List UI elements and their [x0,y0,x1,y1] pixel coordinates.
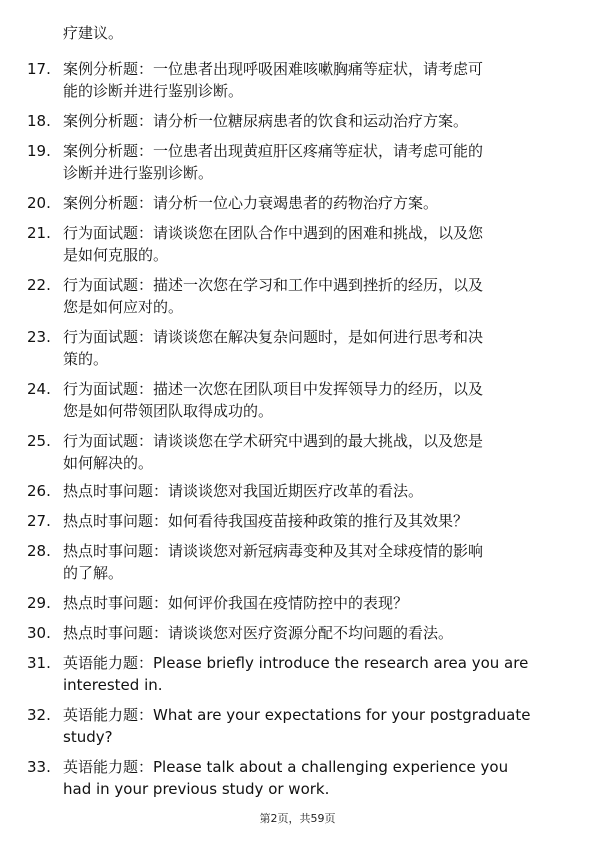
list-item [27,540,567,584]
item-text [63,652,567,696]
continuation-text: 疗建议。 [63,24,124,42]
item-text [63,480,567,502]
list-item [27,652,567,696]
item-text-line: 英语能力题：Please talk about a challenging experience you [63,758,509,776]
item-number: 20. [27,194,51,212]
item-text-line: 如何解决的。 [63,454,154,472]
item-text [63,540,567,584]
list-item [27,378,567,422]
item-text [63,140,567,184]
item-text-line: 您是如何带领团队取得成功的。 [63,402,274,420]
list-item [27,222,567,266]
item-text [63,192,567,214]
item-number: 27. [27,512,51,530]
list-item [27,110,567,132]
item-number: 32. [27,706,51,724]
item-number: 30. [27,624,51,642]
item-text-line: 热点时事问题：如何看待我国疫苗接种政策的推行及其效果？ [63,512,469,530]
item-number: 19. [27,142,51,160]
item-text-line: 热点时事问题：请谈谈您对新冠病毒变种及其对全球疫情的影响 [63,542,484,560]
item-text [63,378,567,422]
item-text-line: 热点时事问题：请谈谈您对医疗资源分配不均问题的看法。 [63,624,454,642]
item-number: 21. [27,224,51,242]
item-text [63,430,567,474]
item-text-line: 诊断并进行鉴别诊断。 [63,164,214,182]
item-text-line: 案例分析题：请分析一位心力衰竭患者的药物治疗方案。 [63,194,439,212]
item-text [63,704,567,748]
item-text-line: 案例分析题：请分析一位糖尿病患者的饮食和运动治疗方案。 [63,112,469,130]
item-text-line: 行为面试题：描述一次您在团队项目中发挥领导力的经历，以及 [63,380,484,398]
list-item [27,480,567,502]
item-number: 28. [27,542,51,560]
item-number: 24. [27,380,51,398]
item-number: 17. [27,60,51,78]
item-text-line: 英语能力题：What are your expectations for your postgraduate [63,706,531,724]
list-item [27,140,567,184]
item-text-line: 行为面试题：描述一次您在学习和工作中遇到挫折的经历，以及 [63,276,484,294]
item-text [63,510,567,532]
item-text [63,110,567,132]
list-item [27,192,567,214]
item-text-line: 的了解。 [63,564,124,582]
list-item [27,592,567,614]
item-text-line: 行为面试题：请谈谈您在团队合作中遇到的困难和挑战，以及您 [63,224,484,242]
item-text-line: 案例分析题：一位患者出现黄疸肝区疼痛等症状，请考虑可能的 [63,142,484,160]
item-number: 31. [27,654,51,672]
item-number: 26. [27,482,51,500]
list-item [27,510,567,532]
item-text [63,756,567,800]
item-text-line: had in your previous study or work. [63,780,330,798]
item-text-line: 英语能力题：Please briefly introduce the research area you are [63,654,529,672]
item-text [63,222,567,266]
page-footer: 第2页，共59页 [259,812,336,825]
item-text-line: 能的诊断并进行鉴别诊断。 [63,82,244,100]
item-number: 22. [27,276,51,294]
item-text [63,622,567,644]
item-text [63,592,567,614]
list-item [27,326,567,370]
item-text-line: study? [63,728,113,746]
item-text-line: 案例分析题：一位患者出现呼吸困难咳嗽胸痛等症状，请考虑可 [63,60,484,78]
item-number: 33. [27,758,51,776]
item-number: 18. [27,112,51,130]
list-item [27,430,567,474]
item-text [63,274,567,318]
item-number: 29. [27,594,51,612]
list-item [27,704,567,748]
list-item [27,274,567,318]
item-text-line: 热点时事问题：请谈谈您对我国近期医疗改革的看法。 [63,482,424,500]
item-text-line: 策的。 [63,350,109,368]
item-text-line: 热点时事问题：如何评价我国在疫情防控中的表现？ [63,594,409,612]
item-number: 25. [27,432,51,450]
list-item [27,622,567,644]
item-text-line: 是如何克服的。 [63,246,169,264]
item-text [63,58,567,102]
item-text [63,326,567,370]
item-text-line: 行为面试题：请谈谈您在学术研究中遇到的最大挑战，以及您是 [63,432,484,450]
item-number: 23. [27,328,51,346]
list-item [27,756,567,800]
item-text-line: interested in. [63,676,163,694]
item-text-line: 您是如何应对的。 [63,298,184,316]
list-item [27,58,567,102]
item-text-line: 行为面试题：请谈谈您在解决复杂问题时，是如何进行思考和决 [63,328,484,346]
